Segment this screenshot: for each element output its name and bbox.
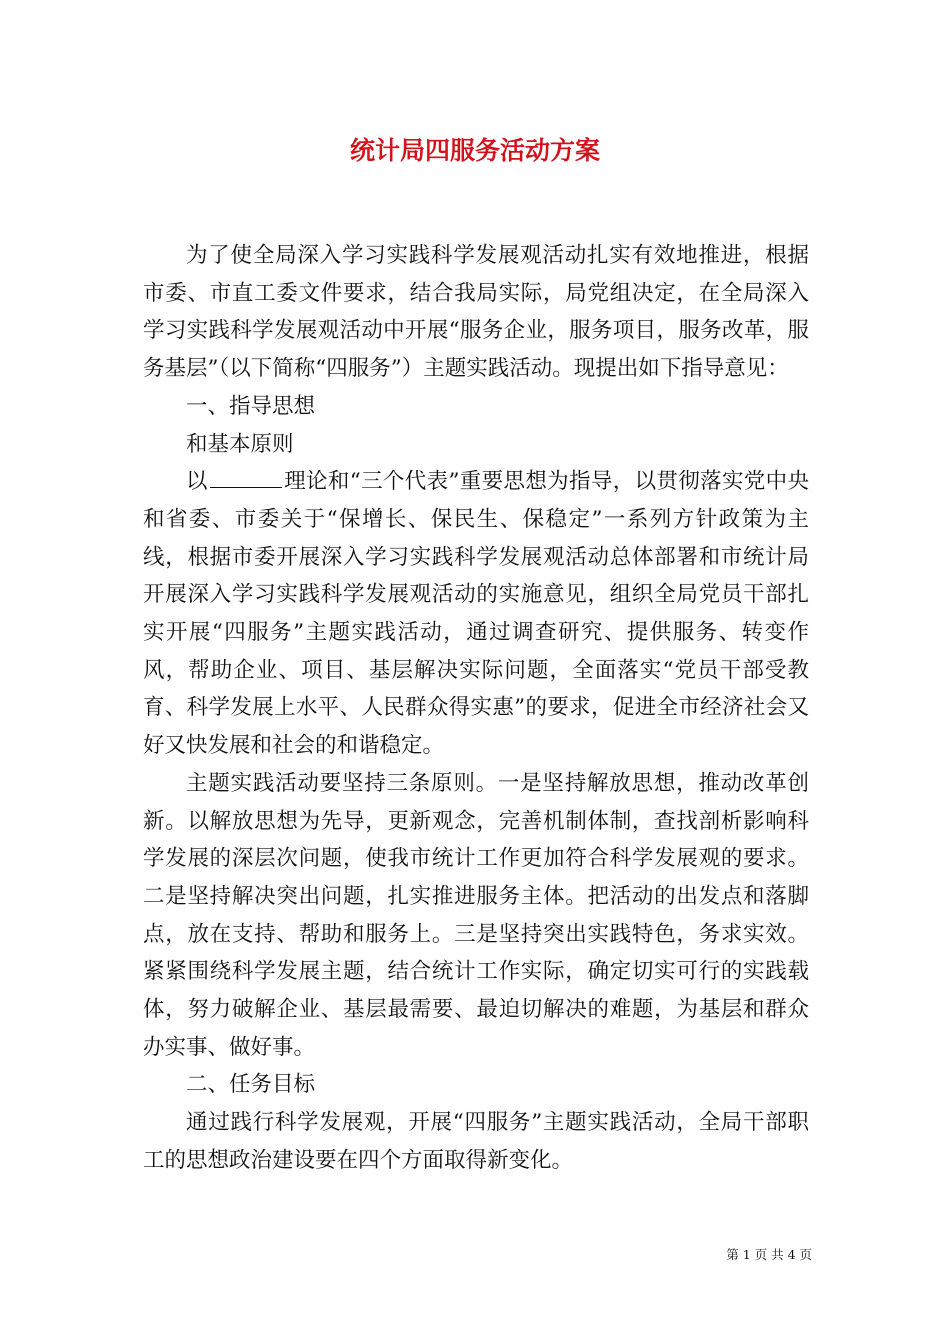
- page-title: 统计局四服务活动方案: [349, 136, 600, 165]
- paragraph-guiding-ideology: [143, 463, 809, 765]
- paragraph-guiding-ideology-rest: 理论和“三个代表”重要思想为指导，以贯彻落实党中央和省委、市委关于“保增长、保民生、保稳定”一系列方针政策为主线，根据市委开展深入学习实践科学发展观活动总体部署和市统计局开展深入学习实践科学发展观活动的实施意见，组织全局党员干部扎实开展“四服务”主题实践活动，通过调查研究、提供服务、转变作风，帮助企业、项目、基层解决实际问题，全面落实“党员干部受教育、科学发展上水平、人民群众得实惠”的要求，促进全市经济社会又好又快发展和社会的和谐稳定。: [143, 469, 809, 759]
- page-number-footer: 第 1 页 共 4 页: [726, 1247, 812, 1262]
- section-heading-basic-principles: 和基本原则: [186, 431, 294, 457]
- blank-underline: [210, 467, 282, 488]
- paragraph-guiding-ideology-start: 以: [186, 469, 208, 495]
- paragraph-principles: 主题实践活动要坚持三条原则。一是坚持解放思想，推动改革创新。以解放思想为先导，更新观念，完善机制体制，查找剖析影响科学发展的深层次问题，使我市统计工作更加符合科学发展观的要求。二是坚持解决突出问题，扎实推进服务主体。把活动的出发点和落脚点，放在支持、帮助和服务上。三是坚持突出实践特色，务求实效。紧紧围绕科学发展主题，结合统计工作实际，确定切实可行的实践载体，努力破解企业、基层最需要、最迫切解决的难题，为基层和群众办实事、做好事。: [143, 770, 809, 1060]
- paragraph-task-goals: 通过践行科学发展观，开展“四服务”主题实践活动，全局干部职工的思想政治建设要在四个方面取得新变化。: [143, 1110, 809, 1173]
- document-body: [143, 237, 809, 1180]
- paragraph-intro: 为了使全局深入学习实践科学发展观活动扎实有效地推进，根据市委、市直工委文件要求，结合我局实际，局党组决定，在全局深入学习实践科学发展观活动中开展“服务企业，服务项目，服务改革，服务基层”（以下简称“四服务”）主题实践活动。现提出如下指导意见：: [143, 243, 809, 382]
- section-heading-task-goals: 二、任务目标: [186, 1072, 316, 1098]
- section-heading-guiding-ideology: 一、指导思想: [186, 393, 316, 419]
